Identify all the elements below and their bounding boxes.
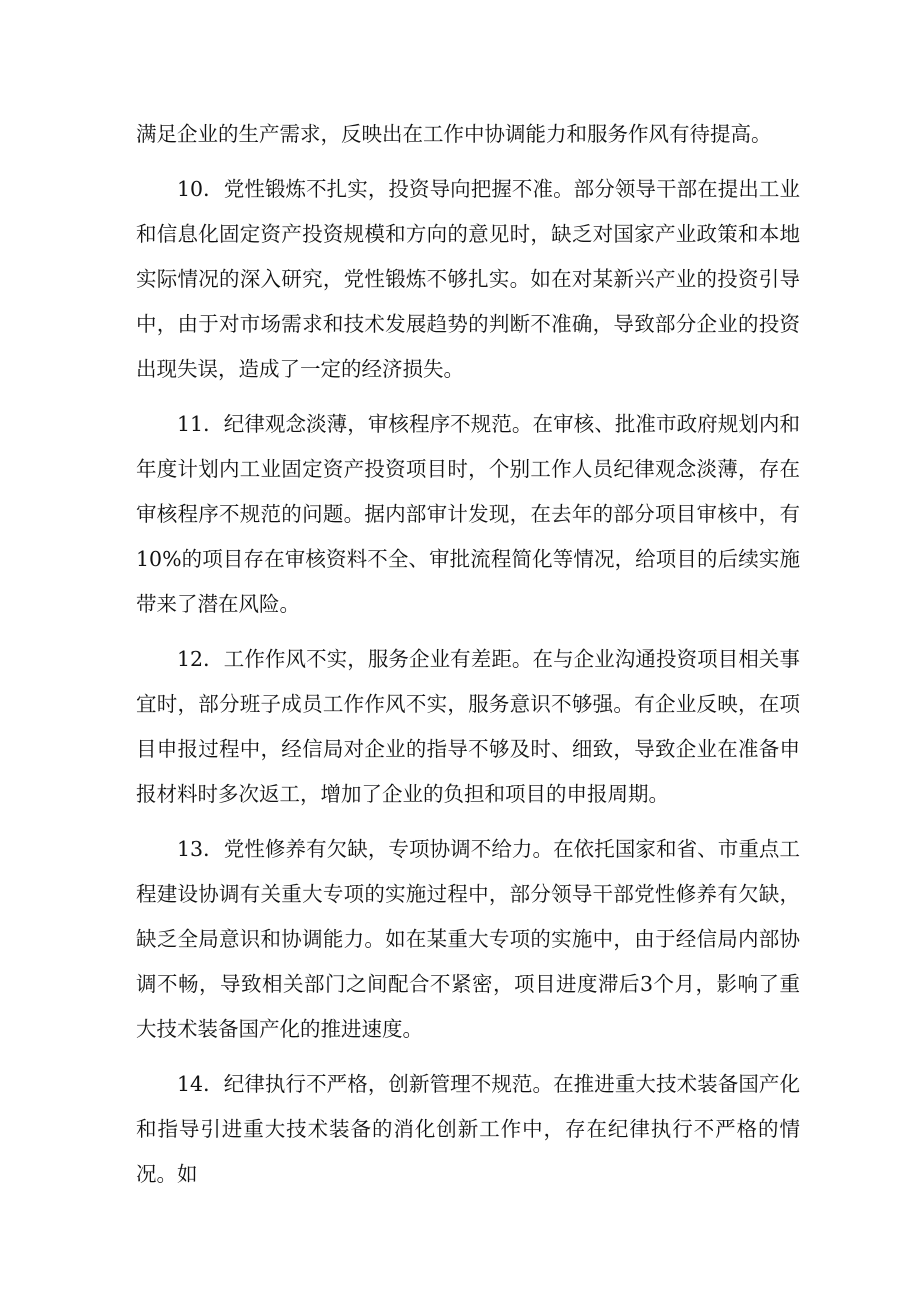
paragraph-item-13: 13．党性修养有欠缺，专项协调不给力。在依托国家和省、市重点工程建设协调有关重大专项的实施过程中，部分领导干部党性修养有欠缺，缺乏全局意识和协调能力。如在某重大专项的实施中，由于经信局内部协调不畅，导致相关部门之间配合不紧密，项目进度滞后3个月，影响了重大技术装备国产化的推进速度。 [136,837,800,1041]
document-body [136,112,800,1207]
paragraph-continuation: 满足企业的生产需求，反映出在工作中协调能力和服务作风有待提高。 [136,122,772,146]
paragraph-item-11: 11．纪律观念淡薄，审核程序不规范。在审核、批准市政府规划内和年度计划内工业固定资产投资项目时，个别工作人员纪律观念淡薄，存在审核程序不规范的问题。据内部审计发现，在去年的部分项目审核中，有10%的项目存在审核资料不全、审批流程简化等情况，给项目的后续实施带来了潜在风险。 [136,412,800,616]
paragraph-item-14: 14．纪律执行不严格，创新管理不规范。在推进重大技术装备国产化和指导引进重大技术装备的消化创新工作中，存在纪律执行不严格的情况。如 [136,1072,800,1186]
paragraph-item-12: 12．工作作风不实，服务企业有差距。在与企业沟通投资项目相关事宜时，部分班子成员工作作风不实，服务意识不够强。有企业反映，在项目申报过程中，经信局对企业的指导不够及时、细致，导致企业在准备申报材料时多次返工，增加了企业的负担和项目的申报周期。 [136,647,800,806]
paragraph-item-10: 10．党性锻炼不扎实，投资导向把握不准。部分领导干部在提出工业和信息化固定资产投资规模和方向的意见时，缺乏对国家产业政策和本地实际情况的深入研究，党性锻炼不够扎实。如在对某新兴产业的投资引导中，由于对市场需求和技术发展趋势的判断不准确，导致部分企业的投资出现失误，造成了一定的经济损失。 [136,177,800,381]
